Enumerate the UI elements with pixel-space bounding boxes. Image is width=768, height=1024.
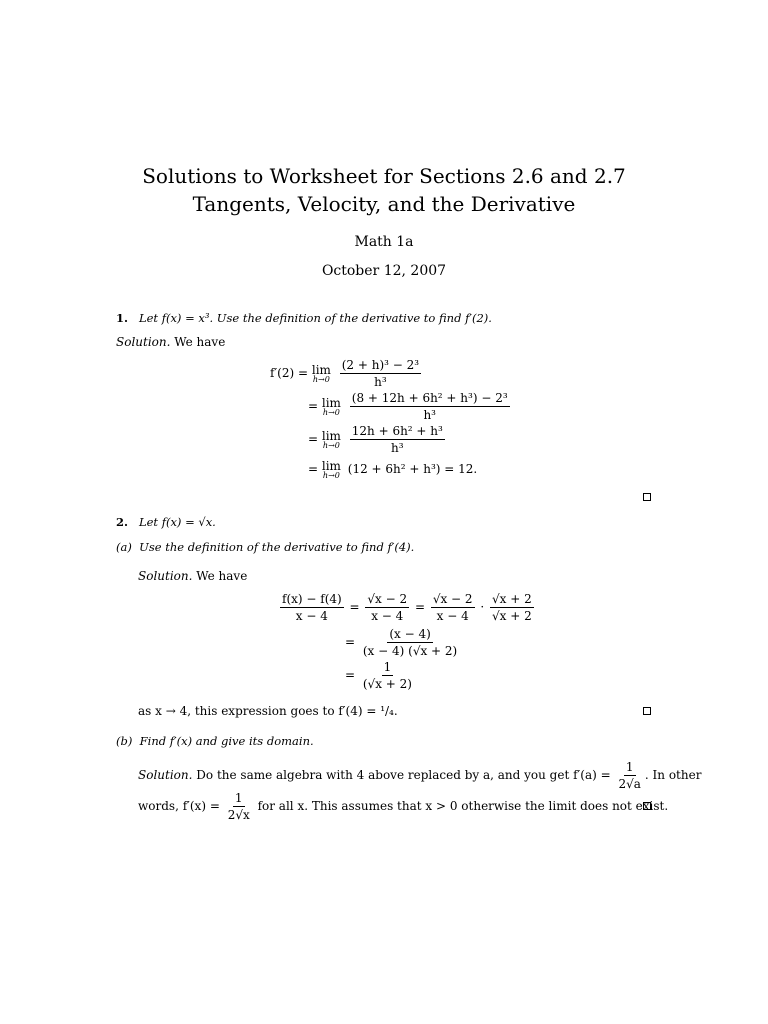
p1-step-1: [270, 358, 423, 389]
fraction: $\frac{1}{2√a}$: [618, 760, 641, 791]
p1-step-4-result: (12 + 6h² + h³) = 12.: [347, 462, 478, 476]
part-b-label: (b): [116, 734, 133, 748]
p2b-text-4: for all x. This assumes that x > 0 otherwise the limit does not exist.: [257, 799, 669, 813]
title-line-1: Solutions to Worksheet for Sections 2.6 and 2.7: [142, 164, 626, 188]
p2b-solution-line-2: [138, 791, 668, 822]
qed-square-icon: [643, 802, 651, 810]
p2b-text-1: Do the same algebra with 4 above replaced by a, and you get f′(a) =: [196, 768, 611, 782]
problem-2-text: Let f(x) = √x.: [138, 515, 216, 529]
solution-label: Solution.: [138, 768, 193, 782]
qed-square-icon: [643, 493, 651, 501]
p1-step-3-lhs: =: [308, 432, 322, 446]
problem-2-statement: [116, 515, 216, 529]
p1-step-1-lhs: f′(2) =: [270, 366, 312, 380]
problem-2b-statement: [116, 734, 314, 748]
p2b-solution-line-1: [138, 760, 701, 791]
fraction: $\frac{√x - 2}{x - 4}$: [367, 592, 408, 623]
fraction: $\frac{\text{(8 + 12h + 6h² + h³) − 2³}}{\text{h³}}$: [351, 391, 508, 422]
course-name: Math 1a: [354, 234, 414, 250]
limit-operator: lim h→0: [321, 429, 341, 450]
title-line-2: Tangents, Velocity, and the Derivative: [192, 192, 576, 216]
p1-step-4-lhs: =: [308, 462, 322, 476]
fraction: $\frac{\text{12h + 6h² + h³}}{\text{h³}}$: [351, 424, 443, 455]
solution-intro-text: We have: [196, 569, 248, 583]
solution-label: Solution.: [116, 335, 171, 349]
part-a-text: Use the definition of the derivative to find f′(4).: [139, 540, 415, 554]
p1-step-3: [308, 424, 447, 455]
p2a-line-2: = $\frac{(x - 4)}{(x - 4) (√x + 2)}$: [345, 627, 458, 658]
limit-operator: lim h→0: [321, 396, 341, 417]
problem-2a-statement: [116, 540, 414, 554]
fraction: $\frac{1}{2√x}$: [227, 791, 250, 822]
qed-square-icon: [643, 707, 651, 715]
p2b-text-3: words, f′(x) =: [138, 799, 220, 813]
problem-1-text: Let f(x) = x³. Use the definition of the derivative to find f′(2).: [138, 311, 492, 325]
fraction: $\frac{√x - 2}{x - 4}$: [432, 592, 473, 623]
p1-step-2-lhs: =: [308, 399, 322, 413]
problem-1-statement: [116, 311, 492, 325]
limit-operator: lim h→0: [321, 459, 341, 480]
fraction: $\frac{√x + 2}{√x + 2}$: [492, 592, 532, 623]
solution-intro-text: We have: [174, 335, 226, 349]
fraction: $\frac{(x - 4)}{(x - 4) (√x + 2)}$: [362, 627, 458, 658]
problem-2-number: 2.: [116, 515, 129, 529]
part-a-label: (a): [116, 540, 132, 554]
fraction: $\frac{\text{(2 + h)³ − 2³}}{\text{h³}}$: [341, 358, 420, 389]
solution-label: Solution.: [138, 569, 193, 583]
part-b-text: Find f′(x) and give its domain.: [139, 734, 314, 748]
limit-operator: lim h→0: [311, 363, 331, 384]
problem-1-number: 1.: [116, 311, 129, 325]
p2a-line-1: $\frac{f(x) - f(4)}{x - 4}$ = $\frac{√x - 2}{x - 4}$ = $\frac{√x - 2}{x - 4}$ · $\frac{√x + 2}{√x + 2}$: [282, 592, 532, 623]
p1-step-2: [308, 391, 512, 422]
problem-1-solution-intro: [116, 335, 225, 349]
problem-2a-solution-intro: [138, 569, 247, 583]
date: October 12, 2007: [321, 263, 447, 279]
fraction: $\frac{1}{(√x + 2)}$: [362, 660, 412, 691]
p1-step-4: [308, 459, 477, 480]
p2b-text-2: . In other: [644, 768, 702, 782]
p2a-conclusion: as x → 4, this expression goes to f′(4) = ¹/₄.: [138, 704, 398, 718]
p2a-line-3: = $\frac{1}{(√x + 2)}$: [345, 660, 412, 691]
fraction: $\frac{f(x) - f(4)}{x - 4}$: [282, 592, 342, 623]
